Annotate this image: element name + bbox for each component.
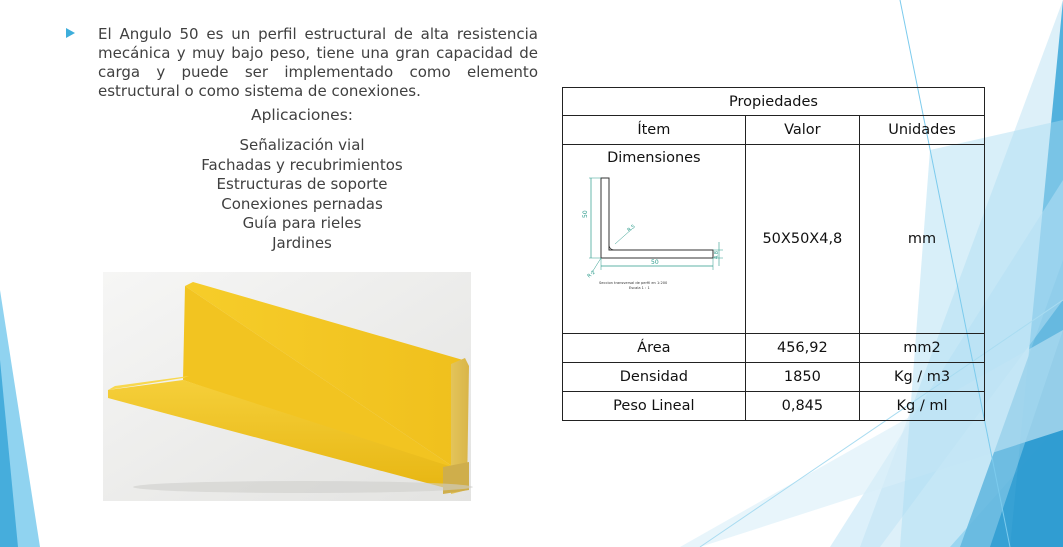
drawing-caption: Seccion transversal de perfil en 1:200 [599, 281, 668, 285]
radius-label: R 5 [626, 223, 637, 234]
column-header-item: Ítem [563, 116, 746, 145]
row-unit: Kg / m3 [860, 363, 985, 392]
angle-profile-photo [103, 272, 471, 501]
row-item: Peso Lineal [563, 392, 746, 421]
row-value: 1850 [745, 363, 859, 392]
application-item: Señalización vial [239, 136, 365, 154]
row-unit: mm2 [860, 334, 985, 363]
properties-table [562, 87, 985, 421]
applications-section [150, 106, 454, 253]
height-dimension: 50 [582, 210, 589, 218]
row-value: 456,92 [745, 334, 859, 363]
row-item: Área [563, 334, 746, 363]
application-item: Fachadas y recubrimientos [201, 155, 403, 174]
application-item: Jardines [272, 233, 332, 252]
column-header-value: Valor [745, 116, 859, 145]
drawing-scale: Escala 1 : 1 [629, 286, 650, 290]
bullet-arrow-icon [66, 28, 75, 38]
dimensions-cell [563, 145, 746, 334]
table-row [563, 363, 985, 392]
row-item: Densidad [563, 363, 746, 392]
application-item: Estructuras de soporte [216, 175, 388, 193]
dimensions-label: Dimensiones [607, 150, 701, 166]
description-bullet [66, 25, 538, 101]
profile-section-drawing [582, 170, 729, 308]
applications-title: Aplicaciones: [250, 106, 354, 124]
column-header-units: Unidades [860, 116, 985, 145]
radius-label-2: R 2 [586, 269, 597, 280]
dimensions-unit: mm [860, 145, 985, 334]
table-title: Propiedades [563, 88, 985, 116]
dimensions-value: 50X50X4,8 [745, 145, 859, 334]
description-text: El Angulo 50 es un perfil estructural de alta resistencia mecánica y muy bajo peso, tiene una gran capacidad de carga y puede ser implementado como elemento estructural o como sistema de conexiones. [98, 25, 538, 100]
table-row [563, 334, 985, 363]
table-row [563, 392, 985, 421]
table-row [563, 145, 985, 334]
width-dimension: 50 [651, 259, 659, 266]
application-item: Guía para rieles [242, 214, 362, 232]
row-value: 0,845 [745, 392, 859, 421]
row-unit: Kg / ml [860, 392, 985, 421]
thickness-dimension: 4.8 [714, 251, 720, 259]
application-item: Conexiones pernadas [221, 194, 383, 213]
